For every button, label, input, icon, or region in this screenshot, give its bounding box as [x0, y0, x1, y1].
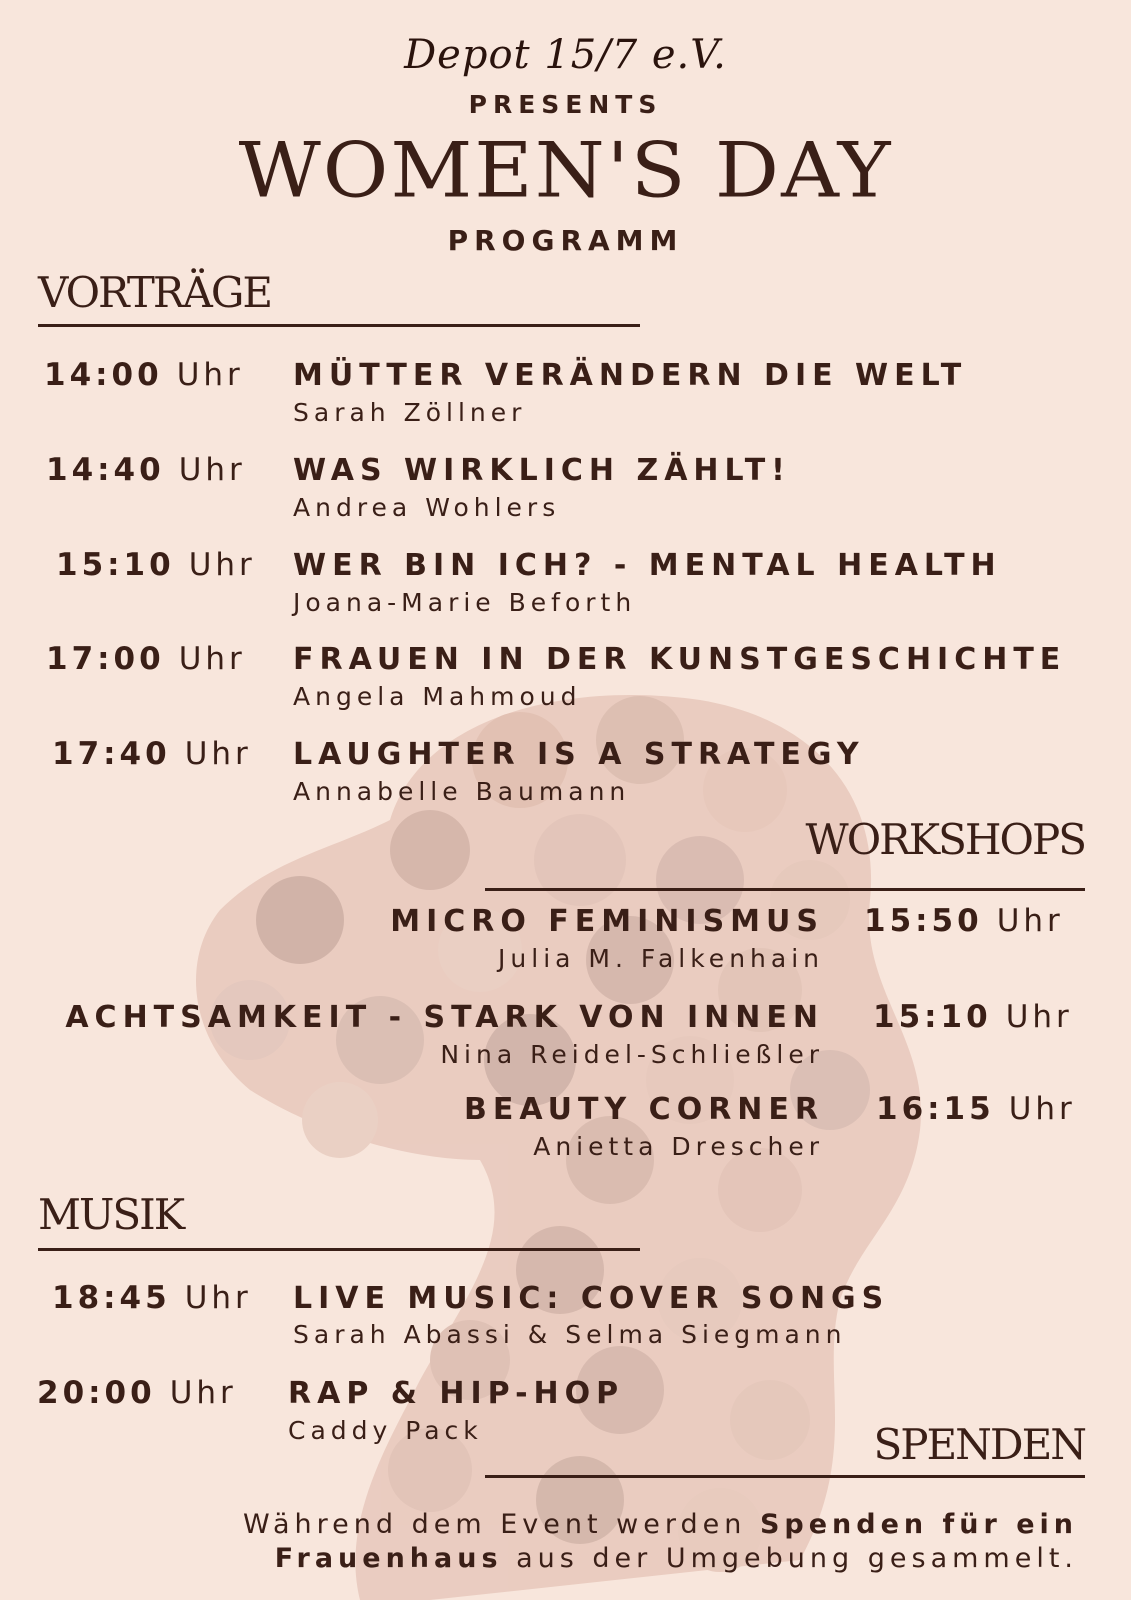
entry-time-unit: Uhr — [184, 736, 252, 772]
entry-title: LAUGHTER IS A STRATEGY — [293, 737, 865, 772]
entry-time-value: 17:40 — [52, 736, 171, 772]
page-subtitle: PROGRAMM — [447, 224, 684, 257]
entry-time-unit: Uhr — [178, 452, 246, 488]
entry-speaker: Angela Mahmoud — [293, 682, 582, 711]
entry-title: MICRO FEMINISMUS — [390, 904, 824, 939]
entry-time-value: 20:00 — [37, 1375, 156, 1411]
section-heading-workshops: WORKSHOPS — [805, 815, 1085, 864]
page-title: WOMEN'S DAY — [238, 126, 893, 215]
entry-time — [52, 736, 252, 772]
entry-time-unit: Uhr — [996, 903, 1064, 939]
entry-speaker: Annabelle Baumann — [293, 777, 631, 806]
section-divider — [38, 1248, 640, 1251]
entry-title: ACHTSAMKEIT - STARK VON INNEN — [65, 1000, 824, 1035]
entry-speaker: Anietta Drescher — [533, 1132, 824, 1161]
entry-time-unit: Uhr — [176, 357, 244, 393]
section-divider — [485, 888, 1085, 891]
entry-speaker: Nina Reidel-Schließler — [440, 1040, 824, 1069]
entry-time-value: 15:10 — [873, 999, 992, 1035]
donation-line-2: Frauenhaus aus der Umgebung gesammelt. — [274, 1543, 1078, 1574]
organizer-logo: Depot 15/7 e.V. — [404, 32, 727, 78]
entry-speaker: Julia M. Falkenhain — [498, 944, 824, 973]
entry-speaker: Joana-Marie Beforth — [293, 588, 637, 617]
section-heading-musik: MUSIK — [38, 1190, 184, 1239]
entry-time-value: 18:45 — [52, 1280, 171, 1316]
entry-title: WER BIN ICH? - MENTAL HEALTH — [293, 548, 1002, 583]
entry-speaker: Caddy Pack — [288, 1416, 483, 1445]
entry-title: BEAUTY CORNER — [464, 1092, 824, 1127]
entry-time-unit: Uhr — [1005, 999, 1073, 1035]
entry-title: RAP & HIP-HOP — [288, 1376, 625, 1411]
entry-time-value: 15:10 — [56, 547, 175, 583]
entry-time — [52, 1280, 252, 1316]
entry-time-value: 15:50 — [864, 903, 983, 939]
entry-time-unit: Uhr — [184, 1280, 252, 1316]
presents-label: PRESENTS — [468, 90, 663, 119]
entry-time — [56, 547, 256, 583]
entry-time-value: 16:15 — [876, 1091, 995, 1127]
section-divider — [38, 324, 640, 327]
entry-time — [873, 999, 1073, 1035]
entry-speaker: Sarah Zöllner — [293, 398, 527, 427]
entry-title: FRAUEN IN DER KUNSTGESCHICHTE — [293, 642, 1067, 677]
entry-time — [37, 1375, 237, 1411]
section-heading-spenden: SPENDEN — [873, 1420, 1085, 1469]
entry-time — [864, 903, 1064, 939]
entry-title: MÜTTER VERÄNDERN DIE WELT — [293, 358, 968, 393]
entry-time-value: 17:00 — [46, 641, 165, 677]
entry-speaker: Sarah Abassi & Selma Siegmann — [293, 1320, 847, 1349]
entry-time-unit: Uhr — [188, 547, 256, 583]
entry-time-value: 14:00 — [44, 357, 163, 393]
entry-time — [46, 452, 246, 488]
donation-line-1: Während dem Event werden Spenden für ein — [243, 1509, 1078, 1540]
donation-note — [200, 1508, 1078, 1576]
entry-title: WAS WIRKLICH ZÄHLT! — [293, 453, 791, 488]
entry-time-unit: Uhr — [1008, 1091, 1076, 1127]
entry-time-unit: Uhr — [169, 1375, 237, 1411]
entry-time — [876, 1091, 1076, 1127]
section-heading-vortraege: VORTRÄGE — [38, 268, 272, 317]
entry-speaker: Andrea Wohlers — [293, 493, 561, 522]
entry-time-unit: Uhr — [178, 641, 246, 677]
entry-title: LIVE MUSIC: COVER SONGS — [293, 1281, 890, 1316]
entry-time-value: 14:40 — [46, 452, 165, 488]
entry-time — [44, 357, 244, 393]
entry-time — [46, 641, 246, 677]
section-divider — [485, 1475, 1085, 1478]
